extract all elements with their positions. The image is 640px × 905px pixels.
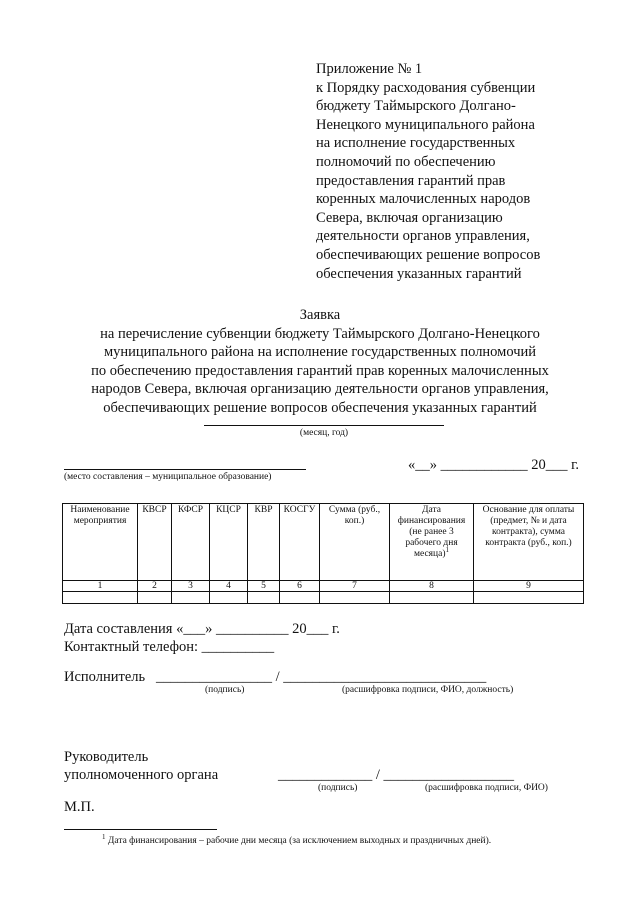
table-number-row <box>63 581 584 592</box>
executor-label: Исполнитель <box>64 669 146 685</box>
head-label: уполномоченного органа <box>64 767 219 783</box>
appendix-line: полномочий по обеспечению <box>316 153 496 170</box>
empty-cell <box>474 592 584 604</box>
application-subtitle-line: по обеспечению предоставления гарантий прав коренных малочисленных <box>91 362 549 379</box>
application-subtitle-line: народов Севера, включая организацию деятельности органов управления, <box>91 381 549 398</box>
footnote-mark: 1 <box>445 545 449 554</box>
empty-cell <box>390 592 474 604</box>
appendix-line: Ненецкого муниципального района <box>316 116 535 133</box>
empty-cell <box>210 592 248 604</box>
appendix-line: Приложение № 1 <box>316 61 423 77</box>
executor-signature-line: ________________ / ____________________________ <box>156 669 487 685</box>
header-cell <box>390 504 474 581</box>
application-subtitle-line: муниципального района на исполнение государственных полномочий <box>103 344 537 361</box>
appendix-line: к Порядку расходования субвенции <box>316 79 536 96</box>
footnote-text: Дата финансирования – рабочие дни месяца (за исключением выходных и праздничных дней). <box>107 836 492 846</box>
application-title: Заявка <box>299 307 341 323</box>
contact-phone: Контактный телефон: __________ <box>64 639 275 655</box>
appendix-line: бюджету Таймырского Долгано- <box>316 98 516 115</box>
header-cell: Основание для оплаты (предмет, № и дата контракта), сумма контракта (руб., коп.) <box>474 504 584 581</box>
header-cell: КОСГУ <box>280 504 320 581</box>
appendix-line: предоставления гарантий прав <box>316 172 506 189</box>
head-decode-caption: (расшифровка подписи, ФИО) <box>425 783 548 793</box>
head-signature-caption: (подпись) <box>318 783 358 793</box>
funding-table <box>62 503 584 604</box>
compilation-date: Дата составления «___» __________ 20___ г. <box>64 621 340 637</box>
footnote <box>102 832 492 847</box>
table-empty-row <box>63 592 584 604</box>
seal-mark: М.П. <box>64 799 95 815</box>
table-header-row <box>63 504 584 581</box>
appendix-note <box>316 60 616 283</box>
appendix-line: обеспечивающих решение вопросов <box>316 246 541 263</box>
application-subtitle-line: обеспечивающих решение вопросов обеспечения указанных гарантий <box>103 399 537 416</box>
number-cell: 4 <box>210 581 248 592</box>
appendix-line: деятельности органов управления, <box>316 228 530 245</box>
number-cell: 8 <box>390 581 474 592</box>
executor-decode-caption: (расшифровка подписи, ФИО, должность) <box>342 685 514 695</box>
header-cell: КФСР <box>172 504 210 581</box>
header-cell: КВСР <box>138 504 172 581</box>
appendix-line: на исполнение государственных <box>316 135 516 152</box>
number-cell: 7 <box>320 581 390 592</box>
application-title-block <box>40 306 600 418</box>
number-cell: 2 <box>138 581 172 592</box>
appendix-line: коренных малочисленных народов <box>316 191 531 208</box>
header-cell: Наименование мероприятия <box>63 504 138 581</box>
number-cell: 5 <box>248 581 280 592</box>
place-blank-line <box>64 469 306 470</box>
empty-cell <box>63 592 138 604</box>
number-cell: 9 <box>474 581 584 592</box>
place-caption: (место составления – муниципальное образование) <box>64 472 272 482</box>
appendix-line: обеспечения указанных гарантий <box>316 265 522 282</box>
empty-cell <box>138 592 172 604</box>
number-cell: 1 <box>63 581 138 592</box>
period-caption: (месяц, год) <box>299 428 349 438</box>
empty-cell <box>248 592 280 604</box>
header-cell: КВР <box>248 504 280 581</box>
period-blank-line <box>204 425 444 426</box>
appendix-line: Севера, включая организацию <box>316 209 503 226</box>
executor-signature-caption: (подпись) <box>205 685 245 695</box>
number-cell: 3 <box>172 581 210 592</box>
footnote-divider <box>64 829 217 830</box>
header-cell: Сумма (руб., коп.) <box>320 504 390 581</box>
empty-cell <box>320 592 390 604</box>
empty-cell <box>172 592 210 604</box>
header-cell-text: Дата финансирования (не ранее 3 рабочего дня месяца) <box>397 505 466 559</box>
empty-cell <box>280 592 320 604</box>
head-label: Руководитель <box>64 749 149 765</box>
head-signature-line: _____________ / __________________ <box>278 767 515 783</box>
header-cell: КЦСР <box>210 504 248 581</box>
number-cell: 6 <box>280 581 320 592</box>
application-date: «__» ____________ 20___ г. <box>408 457 580 473</box>
footnote-number: 1 <box>102 832 106 841</box>
application-subtitle-line: на перечисление субвенции бюджету Таймырского Долгано-Ненецкого <box>100 325 540 342</box>
